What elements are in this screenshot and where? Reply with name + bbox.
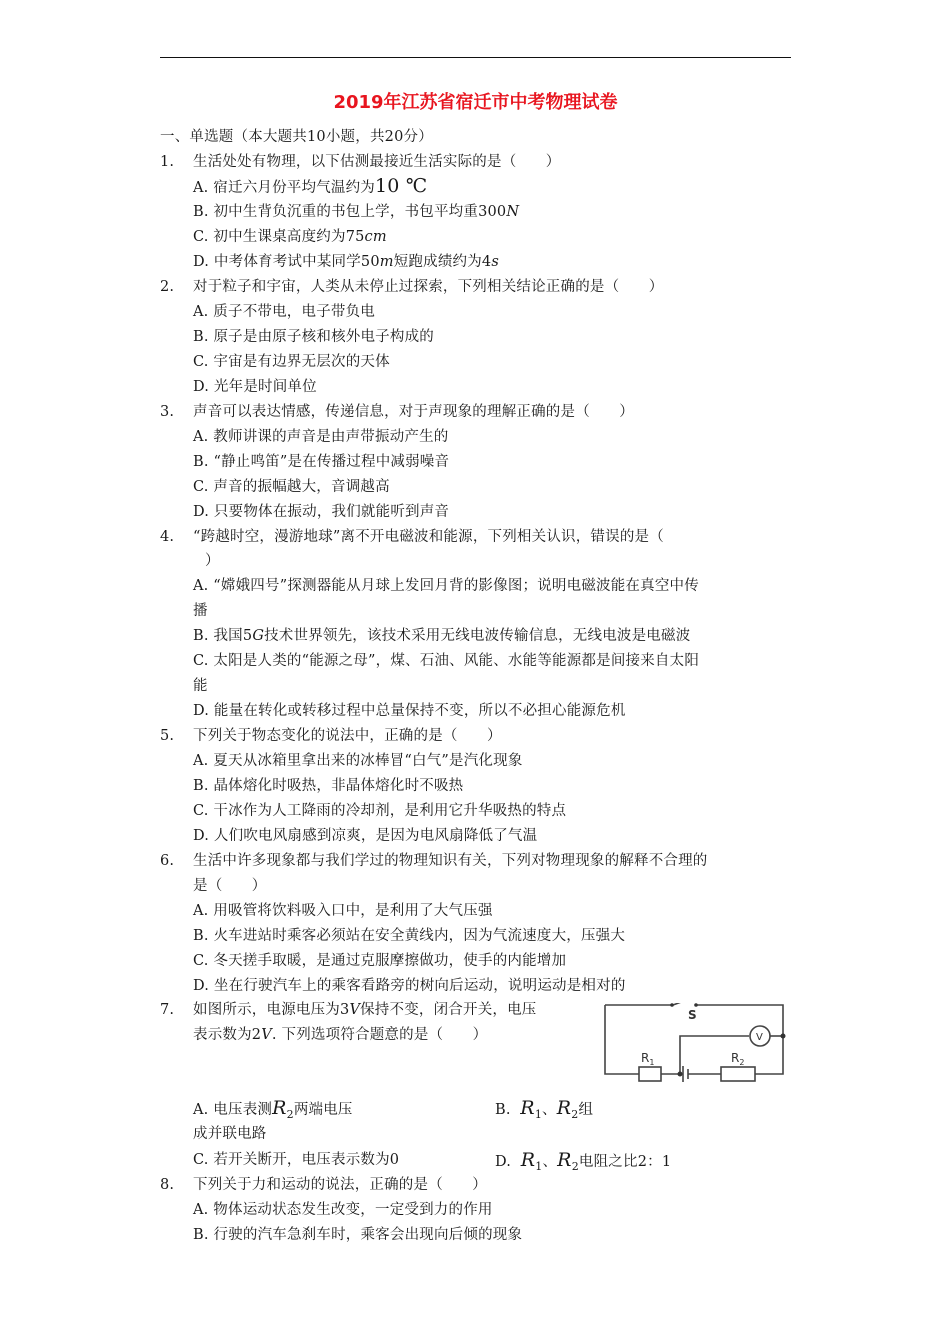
option-a: A. 夏天从冰箱里拿出来的冰棒冒“白气”是汽化现象 <box>193 753 523 769</box>
option-a: A. 物体运动状态发生改变，一定受到力的作用 <box>193 1202 493 1218</box>
option-b: B. 火车进站时乘客必须站在安全黄线内，因为气流速度大，压强大 <box>193 928 626 944</box>
question-number: 8. <box>160 1177 175 1193</box>
question-stem: 对于粒子和宇宙，人类从未停止过探索，下列相关结论正确的是（ ） <box>193 279 664 295</box>
question-number: 4. <box>160 529 175 545</box>
option-b: B. 原子是由原子核和核外电子构成的 <box>193 329 434 345</box>
question-stem: 声音可以表达情感，传递信息，对于声现象的理解正确的是（ ） <box>193 404 634 420</box>
question-stem: 生活中许多现象都与我们学过的物理知识有关，下列对物理现象的解释不合理的 <box>193 853 708 869</box>
option-b: B. 行驶的汽车急刹车时，乘客会出现向后倾的现象 <box>193 1227 523 1243</box>
circuit-node <box>678 1072 683 1077</box>
question-stem: 生活处处有物理，以下估测最接近生活实际的是（ ） <box>193 154 561 170</box>
option-d: D. 光年是时间单位 <box>193 379 317 395</box>
circuit-wire <box>605 1005 639 1074</box>
header-rule <box>160 57 791 58</box>
option-c: C. 若开关断开，电压表示数为0 <box>193 1152 400 1168</box>
option-b: B. 我国5G技术世界领先，该技术采用无线电波传输信息，无线电波是电磁波 <box>193 628 691 644</box>
option-c: C. 冬天搓手取暖，是通过克服摩擦做功，使手的内能增加 <box>193 953 567 969</box>
option-c: C. 干冰作为人工降雨的冷却剂，是利用它升华吸热的特点 <box>193 803 567 819</box>
section-heading: 一、单选题（本大题共10小题，共20分） <box>160 129 433 145</box>
option-c: C. 太阳是人类的“能源之母”，煤、石油、风能、水能等能源都是间接来自太阳 <box>193 653 700 669</box>
option-c: C. 初中生课桌高度约为75cm <box>193 229 387 245</box>
circuit-wire <box>697 1005 783 1036</box>
option-b: B. “静止鸣笛”是在传播过程中减弱噪音 <box>193 454 450 470</box>
r1-label: $R_1$ <box>641 1051 655 1067</box>
question-number: 5. <box>160 728 175 744</box>
option-b: B. 晶体熔化时吸热，非晶体熔化时不吸热 <box>193 778 464 794</box>
option-d: D. 坐在行驶汽车上的乘客看路旁的树向后运动，说明运动是相对的 <box>193 978 626 994</box>
question-stem: 如图所示，电源电压为3V保持不变，闭合开关，电压 <box>193 1002 537 1018</box>
option-a: A. “嫦娥四号”探测器能从月球上发回月背的影像图；说明电磁波能在真空中传 <box>193 578 699 594</box>
option-d: D. $R_1$、$R_2$电阻之比2：1 <box>495 1149 672 1173</box>
switch-contact <box>670 1003 674 1007</box>
option-b-cont: 成并联电路 <box>193 1126 267 1142</box>
option-c: C. 宇宙是有边界无层次的天体 <box>193 354 390 370</box>
resistor-r1 <box>639 1067 661 1081</box>
option-d: D. 只要物体在振动，我们就能听到声音 <box>193 504 450 520</box>
question-number: 7. <box>160 1002 175 1018</box>
option-a: A. 用吸管将饮料吸入口中，是利用了大气压强 <box>193 903 493 919</box>
option-a: A. 电压表测$R_2$两端电压 <box>193 1097 353 1121</box>
option-d: D. 能量在转化或转移过程中总量保持不变，所以不必担心能源危机 <box>193 703 626 719</box>
r2-label: $R_2$ <box>731 1051 745 1067</box>
switch-blade <box>673 1003 695 1005</box>
question-stem-cont: 表示数为2V. 下列选项符合题意的是（ ） <box>193 1027 488 1043</box>
option-d: D. 人们吹电风扇感到凉爽，是因为电风扇降低了气温 <box>193 828 538 844</box>
question-number: 6. <box>160 853 175 869</box>
page-title: 2019年江苏省宿迁市中考物理试卷 <box>333 92 618 113</box>
option-a: A. 宿迁六月份平均气温约为10 ℃ <box>193 175 428 197</box>
option-b: B. 初中生背负沉重的书包上学，书包平均重300N <box>193 204 520 220</box>
question-stem-cont: 是（ ） <box>193 878 267 894</box>
option-b: B. $R_1$、$R_2$组 <box>495 1097 594 1121</box>
question-number: 3. <box>160 404 175 420</box>
question-stem-cont: ） <box>205 553 220 569</box>
question-stem: “跨越时空，漫游地球”离不开电磁波和能源，下列相关认识，错误的是（ <box>193 529 664 545</box>
question-stem: 下列关于力和运动的说法，正确的是（ ） <box>193 1177 487 1193</box>
option-d: D. 中考体育考试中某同学50m短跑成绩约为4s <box>193 254 500 270</box>
switch-label: S <box>688 1008 697 1022</box>
option-c: C. 声音的振幅越大，音调越高 <box>193 479 390 495</box>
resistor-r2 <box>721 1067 755 1081</box>
option-c-cont: 能 <box>193 678 208 694</box>
option-a: A. 教师讲课的声音是由声带振动产生的 <box>193 429 449 445</box>
circuit-diagram <box>603 1003 787 1093</box>
question-number: 2. <box>160 279 175 295</box>
voltmeter-label: V <box>756 1032 763 1043</box>
switch-contact <box>694 1003 698 1007</box>
circuit-node <box>781 1034 786 1039</box>
option-a: A. 质子不带电，电子带负电 <box>193 304 375 320</box>
option-a-cont: 播 <box>193 603 208 619</box>
question-stem: 下列关于物态变化的说法中，正确的是（ ） <box>193 728 502 744</box>
question-number: 1. <box>160 154 175 170</box>
